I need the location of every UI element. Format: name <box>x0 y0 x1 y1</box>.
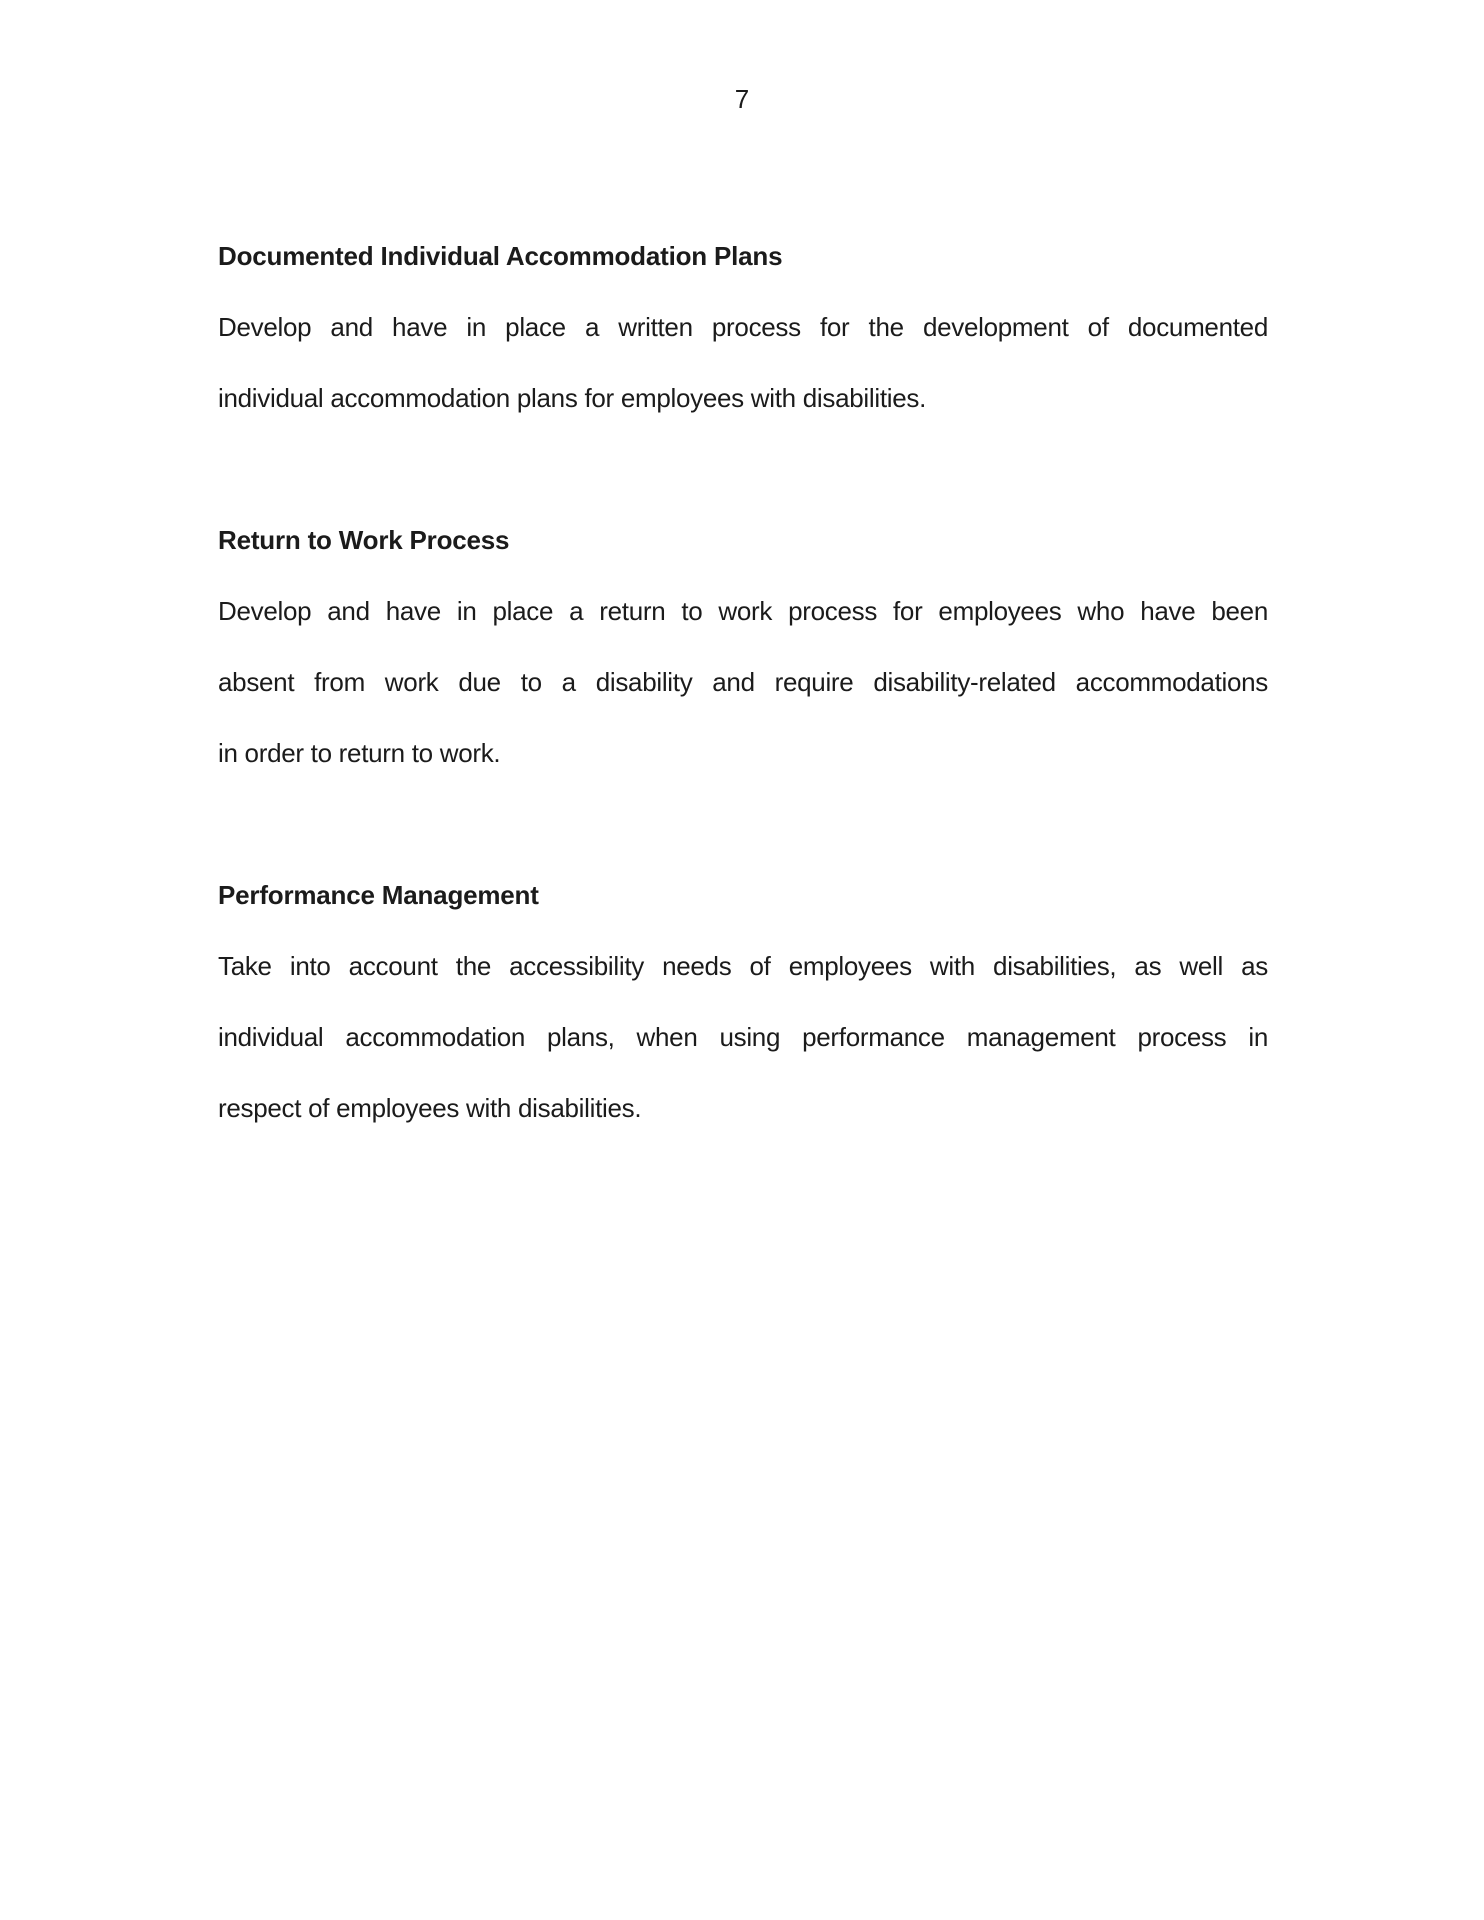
section-heading: Documented Individual Accommodation Plans <box>218 241 783 271</box>
section-heading: Performance Management <box>218 880 539 910</box>
paragraph-line: Develop and have in place a return to work process for employees who have been <box>218 596 1268 626</box>
section-return-to-work-process <box>218 505 1268 789</box>
section-heading: Return to Work Process <box>218 525 510 555</box>
paragraph-line: in order to return to work. <box>218 738 501 768</box>
section-documented-individual-accommodation-plans <box>218 221 1268 434</box>
section-performance-management <box>218 860 1268 1144</box>
paragraph-line: absent from work due to a disability and require disability-related accommodations <box>218 667 1268 697</box>
section-gap <box>218 434 1268 505</box>
paragraph-line: respect of employees with disabilities. <box>218 1093 642 1123</box>
paragraph-line: individual accommodation plans for employees with disabilities. <box>218 383 927 413</box>
section-gap <box>218 789 1268 860</box>
page-content <box>218 221 1268 1144</box>
paragraph-line: Develop and have in place a written process for the development of documented <box>218 312 1268 342</box>
paragraph-line: individual accommodation plans, when using performance management process in <box>218 1022 1268 1052</box>
page-number: 7 <box>734 84 750 114</box>
paragraph-line: Take into account the accessibility needs of employees with disabilities, as well as <box>218 951 1268 981</box>
